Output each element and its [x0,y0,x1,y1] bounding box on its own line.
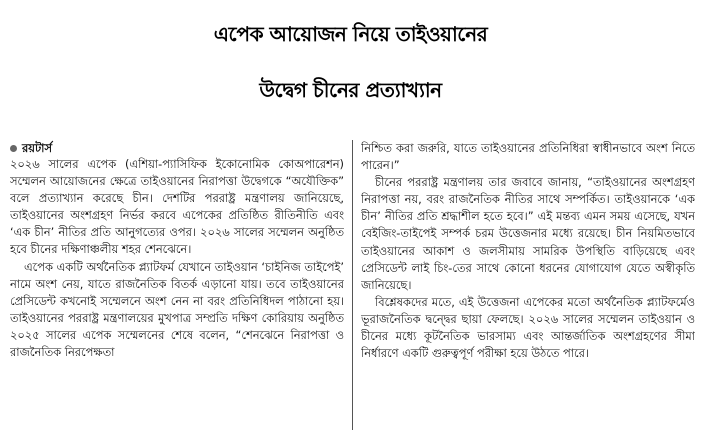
bullet-icon [10,145,17,152]
headline-line-2: উদ্বেগ চীনের প্রত্যাখ্যান [259,78,442,102]
article-body [10,140,695,430]
paragraph: নিশ্চিত করা জরুরি, যাতে তাইওয়ানের প্রতিনিধিরা স্বাধীনভাবে অংশ নিতে পারেন।” [361,141,695,173]
paragraph: ২০২৬ সালের এপেক (এশিয়া-প্যাসিফিক ইকোনোমিক কোঅপারেশন) সম্মেলন আয়োজনের ক্ষেত্রে তাইওয়ানের নিরাপত্তা উদ্বেগকে “অযৌক্তিক” বলে প্রত্যাখ্যান করেছে চীন। দেশটির পররাষ্ট্র মন্ত্রণালয় জানিয়েছে, তাইওয়ানের অংশগ্রহণ নির্ভর করবে এপেকের প্রতিষ্ঠিত রীতিনীতি এবং ‘এক চীন’ নীতির প্রতি আনুগত্যের ওপর। ২০২৬ সালের সম্মেলন অনুষ্ঠিত হবে চীনের দক্ষিণাঞ্চলীয় শহর শেনঝেনে। [10,157,344,257]
paragraph: চীনের পররাষ্ট্র মন্ত্রণালয় তার জবাবে জানায়, “তাইওয়ানের অংশগ্রহণ নিরাপত্তা নয়, বরং রাজনৈতিক নীতির সাথে সম্পর্কিত। তাইওয়ানকে ‘এক চীন’ নীতির প্রতি শ্রদ্ধাশীল হতে হবে।” এই মন্তব্য এমন সময় এসেছে, যখন বেইজিং-তাইপেই সম্পর্ক চরম উত্তেজনার মধ্যে রয়েছে। চীন নিয়মিতভাবে তাইওয়ানের আকাশ ও জলসীমায় সামরিক উপস্থিতি বাড়িয়েছে এবং প্রেসিডেন্ট লাই চিং-তের সাথে কোনো ধরনের যোগাযোগ যেতে অস্বীকৃতি জানিয়েছে। [361,175,695,292]
paragraph: এপেক একটি অর্থনৈতিক প্ল্যাটফর্ম যেখানে তাইওয়ান ‘চাইনিজ তাইপেই’ নামে অংশ নেয়, যাতে রাজনৈতিক বিতর্ক এড়ানো যায়। তবে তাইওয়ানের প্রেসিডেন্ট কখনোই সম্মেলনে অংশ নেন না বরং প্রতিনিধিদল পাঠানো হয়। তাইওয়ানের পররাষ্ট্র মন্ত্রণালয়ের মুখপাত্র সম্প্রতি দক্ষিণ কোরিয়ায় অনুষ্ঠিত ২০২৫ সালের এপেক সম্মেলনের শেষে বলেন, “শেনঝেনে নিরাপত্তা ও রাজনৈতিক নিরপেক্ষতা [10,259,344,360]
byline [10,140,344,156]
right-column [361,140,695,430]
headline-line-1: এপেক আয়োজন নিয়ে তাইওয়ানের [213,22,488,46]
left-column [10,140,344,430]
byline-text: রয়টার্স [22,141,53,155]
headline [0,6,701,118]
column-divider [352,140,353,430]
paragraph: বিশ্লেষকদের মতে, এই উত্তেজনা এপেকের মতো অর্থনৈতিক প্ল্যাটফর্মেও ভূরাজনৈতিক দ্বন্দ্বের ছায়া ফেলছে। ২০২৬ সালের সম্মেলন তাইওয়ান ও চীনের মধ্যে কূটনৈতিক ভারসাম্য এবং আন্তর্জাতিক অংশগ্রহণের সীমা নির্ধারণে একটি গুরুত্বপূর্ণ পরীক্ষা হয়ে উঠতে পারে। [361,294,695,361]
